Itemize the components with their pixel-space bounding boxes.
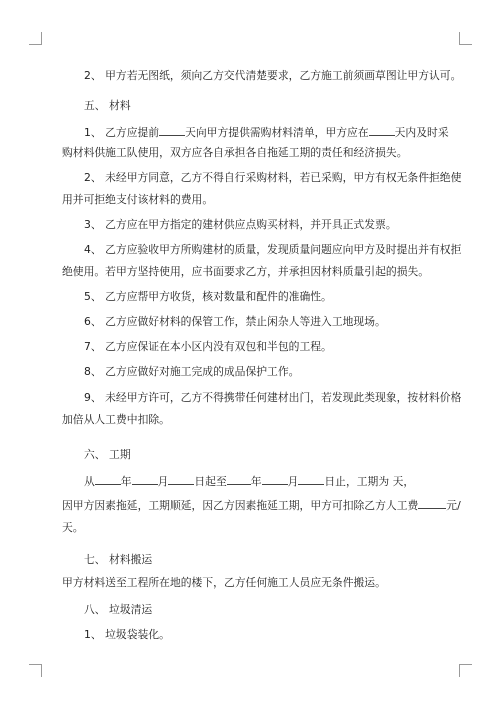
heading-garbage-removal: 八、 垃圾清运 [84,603,153,616]
crop-mark-top-right [459,32,472,45]
paragraph-no-removal-cont: 加倍从人工费中扣除。 [62,413,170,426]
paragraph-material-list: 1、 乙方应提前 天向甲方提供需购材料清单，甲方应在 天内及时采 [84,126,449,139]
blank-daily-amount [418,497,446,509]
paragraph-designated-supplier: 3、 乙方应在甲方指定的建材供应点购买材料，并开具正式发票。 [84,218,397,231]
paragraph-drawings: 2、 甲方若无图纸，须向乙方交代清楚要求，乙方施工前须画草图让甲方认可。 [84,69,462,82]
paragraph-no-self-purchase-cont: 用并可拒绝支付该材料的费用。 [62,193,214,206]
crop-mark-bottom-right [459,664,472,677]
paragraph-no-subcontract: 7、 乙方应保证在本小区内没有双包和半包的工程。 [84,340,332,353]
paragraph-bagged-garbage: 1、 垃圾袋装化。 [84,628,170,641]
blank-start-day [168,473,194,485]
blank-days-advance [159,124,185,136]
paragraph-delay-penalty-cont: 天。 [62,521,84,534]
blank-end-year [227,473,251,485]
paragraph-material-list-cont: 购材料供施工队使用，双方应各自承担各自拖延工期的责任和经济损失。 [62,146,408,159]
paragraph-product-protection: 8、 乙方应做好对施工完成的成品保护工作。 [84,365,300,378]
paragraph-no-removal: 9、 未经甲方许可，乙方不得携带任何建材出门，若发现此类现象，按材料价格 [84,391,462,404]
paragraph-storage: 6、 乙方应做好材料的保管工作，禁止闲杂人等进入工地现场。 [84,315,386,328]
crop-mark-top-left [29,32,42,45]
blank-end-day [298,473,324,485]
paragraph-delay-penalty: 因甲方因素拖延，工期顺延，因乙方因素拖延工期，甲方可扣除乙方人工费 元/ [62,499,461,512]
blank-end-month [262,473,288,485]
crop-mark-bottom-left [29,664,42,677]
paragraph-schedule-dates: 从 年 月 日起至 年 月 日止，工期为 天， [84,475,415,488]
heading-schedule: 六、 工期 [84,448,131,461]
blank-start-year [95,473,121,485]
heading-material-transport: 七、 材料搬运 [84,553,153,566]
paragraph-transport: 甲方材料送至工程所在地的楼下，乙方任何施工人员应无条件搬运。 [62,576,386,589]
blank-start-month [132,473,158,485]
paragraph-receive-goods: 5、 乙方应帮甲方收货，核对数量和配件的准确性。 [84,290,332,303]
paragraph-no-self-purchase: 2、 未经甲方同意，乙方不得自行采购材料，若已采购，甲方有权无条件拒绝使 [84,171,462,184]
heading-materials: 五、 材料 [84,99,131,112]
paragraph-quality-check: 4、 乙方应验收甲方所购建材的质量，发现质量问题应向甲方及时提出并有权拒 [84,243,462,256]
paragraph-quality-check-cont: 绝使用。若甲方坚持使用，应书面要求乙方，并承担因材料质量引起的损失。 [62,265,430,278]
blank-days-purchase [369,124,395,136]
